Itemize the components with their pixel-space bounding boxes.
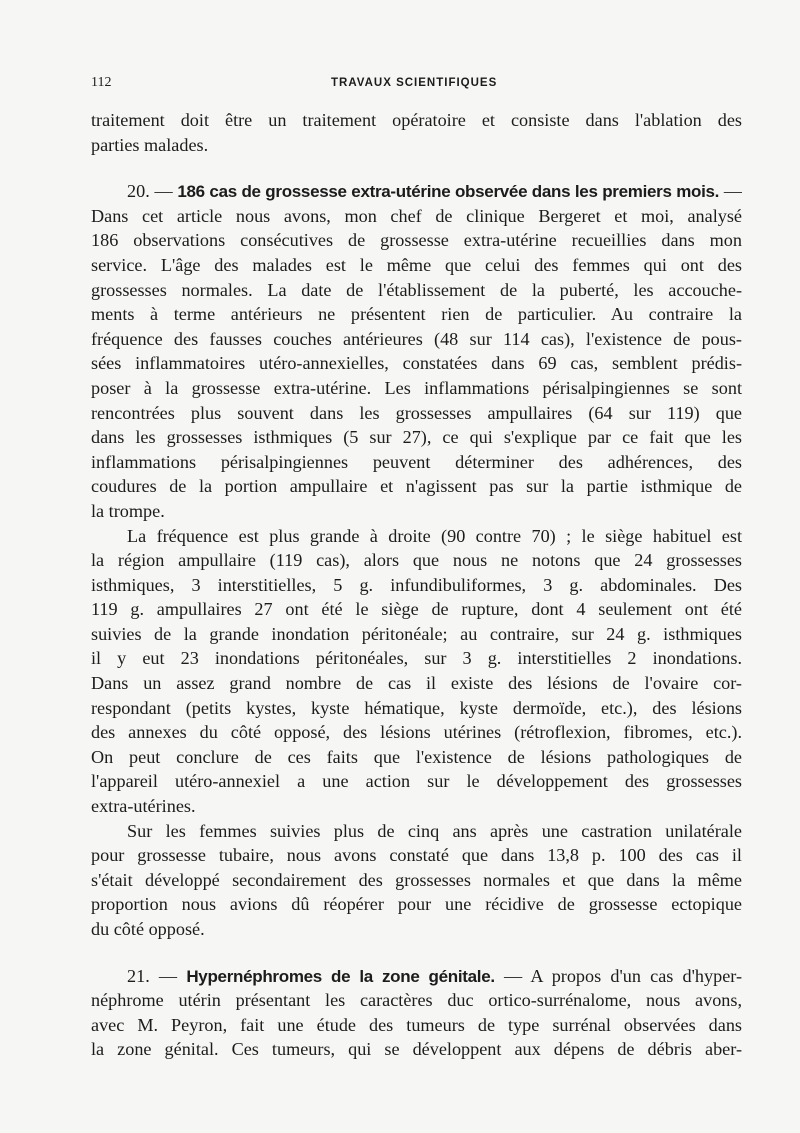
text-line: rencontrées plus souvent dans les grossesses ampullaires (64 sur 119) que — [91, 402, 742, 423]
text-line: il y eut 23 inondations péritonéales, sur 3 g. interstitielles 2 inondations. — [91, 648, 742, 669]
text-line: avec M. Peyron, fait une étude des tumeurs de type surrénal observées dans — [91, 1014, 742, 1035]
text-line: pour grossesse tubaire, nous avons constaté que dans 13,8 p. 100 des cas il — [91, 845, 742, 866]
text-line: isthmiques, 3 interstitielles, 5 g. infundibuliformes, 3 g. abdominales. Des — [91, 574, 742, 595]
text-line: fréquence des fausses couches antérieures (48 sur 114 cas), l'existence de pous- — [91, 328, 742, 349]
text-line: Dans cet article nous avons, mon chef de clinique Bergeret et moi, analysé — [91, 205, 742, 226]
section-21-heading — [91, 964, 742, 989]
running-head: TRAVAUX SCIENTIFIQUES — [331, 77, 498, 89]
text-line: poser à la grossesse extra-utérine. Les inflammations périsalpingiennes se sont — [91, 377, 742, 398]
spacer — [91, 942, 742, 964]
text-line: proportion nous avions dû réopérer pour une récidive de grossesse ectopique — [91, 894, 742, 915]
text-line: La fréquence est plus grande à droite (90 contre 70) ; le siège habituel est — [127, 525, 742, 546]
text-line: suivies de la grande inondation péritonéale; au contraire, sur 24 g. isthmiques — [91, 623, 742, 644]
page-header — [91, 75, 742, 95]
body-text — [91, 108, 742, 1062]
text-line: s'était développé secondairement des grossesses normales et que dans la même — [91, 869, 742, 890]
text-line: du côté opposé. — [91, 919, 205, 939]
section-number: 20. — — [127, 181, 173, 202]
text-line: inflammations périsalpingiennes peuvent déterminer des adhérences, des — [91, 451, 742, 472]
text-line: 119 g. ampullaires 27 ont été le siège de rupture, dont 4 seulement ont été — [91, 599, 742, 620]
text-line: On peut conclure de ces faits que l'existence de lésions pathologiques de — [91, 746, 742, 767]
text-line: Sur les femmes suivies plus de cinq ans après une castration unilatérale — [127, 820, 742, 841]
section-title: 186 cas de grossesse extra-utérine observée dans les premiers mois. — [177, 182, 720, 202]
text-line: la trompe. — [91, 500, 165, 521]
text-line: Dans un assez grand nombre de cas il existe des lésions de l'ovaire cor- — [91, 673, 742, 694]
text-line: des annexes du côté opposé, des lésions utérines (rétroflexion, fibromes, etc.). — [91, 722, 742, 743]
text-line: sées inflammatoires utéro-annexielles, constatées dans 69 cas, semblent prédis- — [91, 353, 742, 374]
heading-continuation: — A propos d'un cas d'hyper- — [494, 965, 742, 986]
text-line: néphrome utérin présentant les caractères duc ortico-surrénalome, nous avons, — [91, 990, 742, 1011]
section-number: 21. — — [127, 965, 178, 986]
text-line: parties malades. — [91, 134, 209, 155]
text-line: ments à terme antérieurs ne présentent rien de particulier. Au contraire la — [91, 304, 742, 325]
text-line: traitement doit être un traitement opératoire et consiste dans l'ablation des — [91, 110, 742, 130]
section-20-heading — [91, 179, 742, 204]
page-number: 112 — [91, 75, 112, 90]
text-line: dans les grossesses isthmiques (5 sur 27), ce qui s'explique par ce fait que les — [91, 427, 742, 448]
text-line: respondant (petits kystes, kyste hématique, kyste dermoïde, etc.), des lésions — [91, 697, 742, 718]
text-line: l'appareil utéro-annexiel a une action sur le développement des grossesses — [91, 771, 742, 792]
text-line: coudures de la portion ampullaire et n'agissent pas sur la partie isthmique de — [91, 476, 742, 497]
spacer — [91, 157, 742, 179]
text-line: grossesses normales. La date de l'établissement de la puberté, les accouche- — [91, 279, 742, 300]
section-title: Hypernéphromes de la zone génitale. — [186, 966, 495, 986]
text-line: extra-utérines. — [91, 796, 196, 817]
text-line: la région ampullaire (119 cas), alors que nous ne notons que 24 grossesses — [91, 550, 742, 571]
text-line: service. L'âge des malades est le même que celui des femmes qui ont des — [91, 254, 742, 275]
text-line: la zone génital. Ces tumeurs, qui se développent aux dépens de débris aber- — [91, 1039, 742, 1060]
title-dash: — — [719, 181, 742, 202]
text-line: 186 observations consécutives de grossesse extra-utérine recueillies dans mon — [91, 230, 742, 251]
